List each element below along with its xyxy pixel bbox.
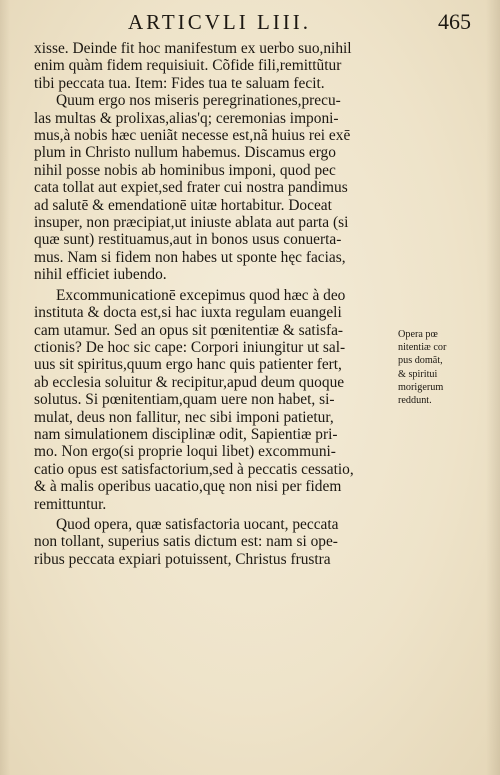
body-text [34,40,392,568]
text-line: & à malis operibus uacatio,quę non nisi per fidem [34,478,342,496]
text-line: tibi peccata tua. Item: Fides tua te saluam fecit. [34,74,325,92]
text-line: solutus. Si pœnitentiam,quam uere non habet, si- [34,391,335,409]
text-line: nihil efficiet iubendo. [34,266,167,284]
text-line: mus. Nam si fidem non habes ut sponte hęc facias, [34,248,346,266]
text-line: ab ecclesia soluitur & recipitur,apud deum quoque [34,373,345,391]
paragraph-3 [34,287,392,513]
text-line: mus,à nobis hæc ueniãt necesse est,nã huius rei exē [34,127,351,145]
page-edge-shadow [486,0,500,775]
paragraph-1 [34,40,392,92]
text-line: insuper, non præcipiat,ut iniuste ablata aut parta (si [34,214,349,232]
margin-line: & spiritui [398,368,438,380]
text-line: uus sit spiritus,quum ergo hanc quis patienter fert, [34,356,342,374]
margin-line: reddunt. [398,395,432,407]
text-line: mo. Non ergo(si proprie loqui libet) excommuni- [34,443,336,461]
text-line: quæ sunt) restituamus,aut in bonos usus conuerta- [34,231,342,249]
text-line: enim quàm fidem requisiuit. Cõfide fili,remittũtur [34,57,342,75]
margin-line: nitentiæ cor [398,342,447,354]
page-number: 465 [438,9,471,34]
text-line: ctionis? De hoc sic cape: Corpori iniungitur ut sal- [34,338,346,356]
text-line: cata tollat aut expiet,sed frater cui nostra pandimus [34,179,348,197]
marginal-note [398,328,480,407]
text-line: plum in Christo nullum habemus. Discamus ergo [34,144,336,162]
text-line: catio opus est satisfactorium,sed à peccatis cessatio, [34,460,354,478]
margin-line: pus domãt, [398,355,443,367]
text-line: Excommunicationē excepimus quod hæc à deo [56,286,346,304]
text-line: non tollant, superius satis dictum est: nam si ope- [34,533,338,551]
margin-line: morigerum [398,381,444,393]
text-line: cam utamur. Sed an opus sit pœnitentiæ & satisfa- [34,321,344,339]
text-line: Quum ergo nos miseris peregrinationes,precu- [56,92,341,110]
paragraph-2 [34,92,392,283]
text-line: nam simulationem disciplinæ odit, Sapientiæ pri- [34,425,338,443]
margin-line: Opera pœ [398,329,438,340]
text-line: remittuntur. [34,495,107,513]
text-line: xisse. Deinde fit hoc manifestum ex uerbo suo,nihil [34,40,352,57]
text-line: ribus peccata expiari potuissent, Christus frustra [34,550,331,568]
text-line: nihil posse nobis ab hominibus imponi, quod pec [34,161,336,179]
text-line: Quod opera, quæ satisfactoria uocant, peccata [56,515,339,533]
text-line: mulat, deus non fallitur, nec sibi imponi patietur, [34,408,334,426]
page-header [0,10,500,38]
paragraph-4 [34,516,392,568]
gutter-shadow [0,0,10,775]
text-line: instituta & docta est,si hac iuxta regulam euangeli [34,304,342,322]
running-head: ARTICVLI LIII. [128,10,312,34]
text-line: ad salutē & emendationē uitæ hortabitur. Doceat [34,196,332,214]
text-line: las multas & prolixas,alias'q; ceremonias imponi- [34,109,339,127]
